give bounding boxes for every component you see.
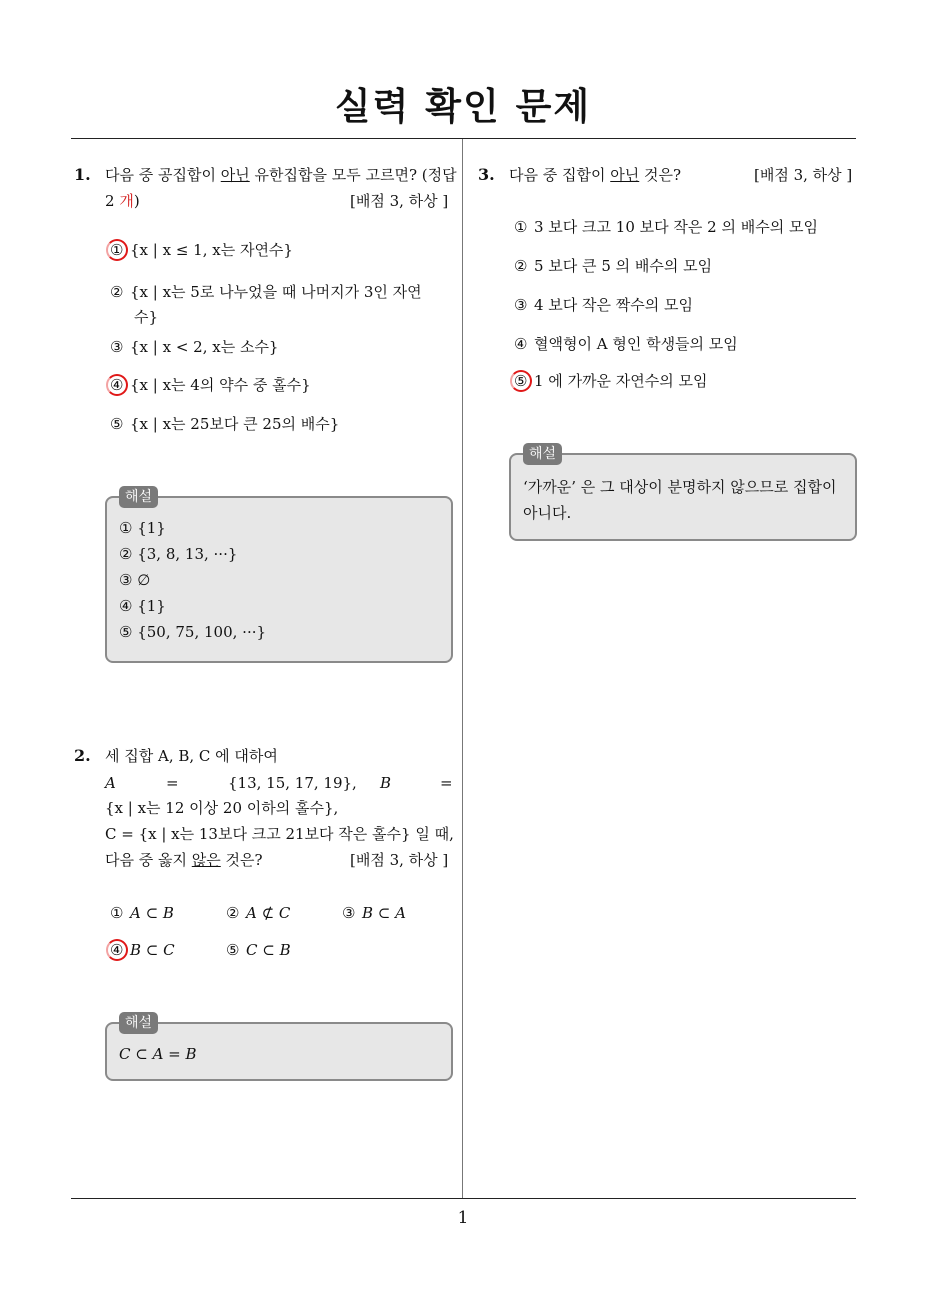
- option-4[interactable]: ④ B ⊂ C: [110, 941, 175, 959]
- question-text-cont: =: [166, 774, 179, 792]
- question-text-cont: C = {x | x는 13보다 크고 21보다 작은 홀수} 일 때,: [105, 825, 454, 843]
- explanation-line: 아니다.: [523, 504, 572, 522]
- option-4[interactable]: ④ {x | x는 4의 약수 중 홀수}: [110, 376, 311, 394]
- header-rule: [71, 138, 856, 139]
- question-text-cont: 다음 중 옳지 않은 것은?: [105, 851, 263, 869]
- question-text-cont: =: [440, 774, 453, 792]
- option-4[interactable]: ④ 혈액형이 A 형인 학생들의 모임: [514, 335, 738, 353]
- option-1[interactable]: ① {x | x ≤ 1, x는 자연수}: [110, 241, 293, 259]
- explanation-tag: 해설: [523, 443, 562, 465]
- question-text-cont: A: [105, 774, 116, 792]
- option-3[interactable]: ③ B ⊂ A: [342, 904, 406, 922]
- question-number: 1.: [74, 165, 91, 184]
- explanation-tag: 해설: [119, 1012, 158, 1034]
- option-1[interactable]: ① A ⊂ B: [110, 904, 174, 922]
- page-number: 1: [457, 1208, 469, 1228]
- question-number: 2.: [74, 746, 91, 765]
- explanation-line: ⑤ {50, 75, 100, ···}: [119, 623, 267, 641]
- explanation-line: ④ {1}: [119, 597, 166, 615]
- question-text: 다음 중 집합이 아닌 것은?: [509, 166, 682, 184]
- option-2[interactable]: ② A ⊄ C: [226, 904, 291, 922]
- option-5[interactable]: ⑤ C ⊂ B: [226, 941, 291, 959]
- option-2[interactable]: ② {x | x는 5로 나누었을 때 나머지가 3인 자연: [110, 283, 422, 301]
- column-divider: [462, 139, 463, 1198]
- option-5[interactable]: ⑤ 1 에 가까운 자연수의 모임: [514, 372, 708, 390]
- explanation-line: ① {1}: [119, 519, 166, 537]
- explanation-line: C ⊂ A = B: [119, 1045, 197, 1063]
- question-text-cont: 2 개): [105, 192, 140, 210]
- question-text: 세 집합 A, B, C 에 대하여: [105, 747, 278, 765]
- option-2[interactable]: ② 5 보다 큰 5 의 배수의 모임: [514, 257, 713, 275]
- score-label: [배점 3, 하상 ]: [350, 851, 449, 869]
- explanation-box: [105, 1015, 453, 1081]
- question-text-cont: {13, 15, 17, 19},: [228, 774, 357, 792]
- option-3[interactable]: ③ {x | x < 2, x는 소수}: [110, 338, 279, 356]
- explanation-line: ③ ∅: [119, 571, 151, 589]
- page-title: 실력 확인 문제: [334, 85, 592, 128]
- score-label: [배점 3, 하상 ]: [350, 192, 449, 210]
- question-text-cont: {x | x는 12 이상 20 이하의 홀수},: [105, 799, 339, 817]
- explanation-line: ② {3, 8, 13, ···}: [119, 545, 238, 563]
- explanation-box: [105, 489, 453, 663]
- footer-rule: [71, 1198, 856, 1199]
- explanation-line: ‘가까운’ 은 그 대상이 분명하지 않으므로 집합이: [523, 478, 837, 496]
- question-text: 다음 중 공집합이 아닌 유한집합을 모두 고르면? (정답: [105, 166, 457, 184]
- question-number: 3.: [478, 165, 495, 184]
- explanation-tag: 해설: [119, 486, 158, 508]
- option-2-cont: 수}: [134, 308, 159, 326]
- option-5[interactable]: ⑤ {x | x는 25보다 큰 25의 배수}: [110, 415, 340, 433]
- question-text-cont: B: [380, 774, 392, 792]
- option-1[interactable]: ① 3 보다 크고 10 보다 작은 2 의 배수의 모임: [514, 218, 818, 236]
- score-label: [배점 3, 하상 ]: [754, 166, 853, 184]
- option-3[interactable]: ③ 4 보다 작은 짝수의 모임: [514, 296, 694, 314]
- explanation-box: [509, 446, 857, 541]
